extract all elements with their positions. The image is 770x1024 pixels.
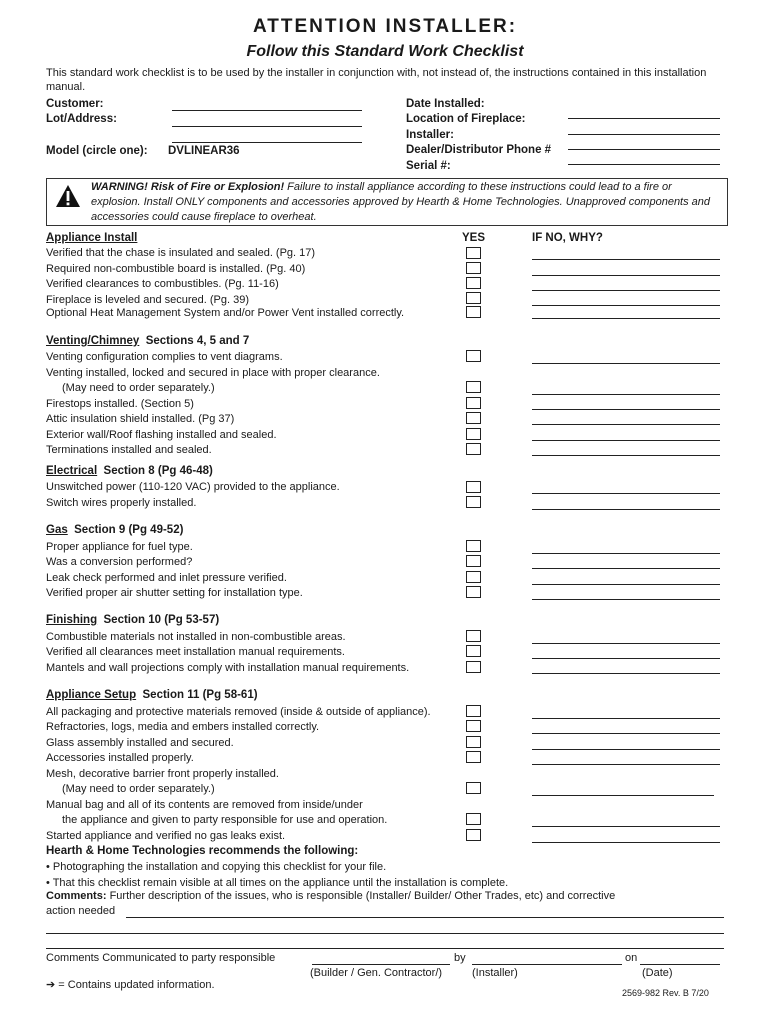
- why-line[interactable]: [532, 290, 720, 291]
- checklist-item: Verified proper air shutter setting for installation type.: [46, 587, 303, 599]
- model-value[interactable]: DVLINEAR36: [168, 145, 240, 157]
- why-line[interactable]: [532, 842, 720, 843]
- yes-checkbox[interactable]: [466, 277, 481, 289]
- checklist-item: All packaging and protective materials removed (inside & outside of appliance).: [46, 706, 431, 718]
- on-label: on: [625, 952, 638, 964]
- yes-checkbox[interactable]: [466, 292, 481, 304]
- serial-label: Serial #:: [406, 160, 451, 172]
- communicated-label: Comments Communicated to party responsible: [46, 952, 276, 964]
- checklist-item: Verified clearances to combustibles. (Pg. 11-16): [46, 278, 279, 290]
- by-label: by: [454, 952, 466, 964]
- date-line[interactable]: [640, 964, 720, 965]
- checklist-item: Manual bag and all of its contents are removed from inside/under: [46, 799, 363, 811]
- checklist-item: Accessories installed properly.: [46, 752, 194, 764]
- why-line[interactable]: [532, 305, 720, 306]
- why-line[interactable]: [532, 673, 720, 674]
- section-finishing-title: Finishing Section 10 (Pg 53-57): [46, 614, 220, 626]
- yes-checkbox[interactable]: [466, 350, 481, 362]
- checklist-item: Combustible materials not installed in non-combustible areas.: [46, 631, 346, 643]
- why-line[interactable]: [532, 795, 714, 796]
- why-line[interactable]: [532, 749, 720, 750]
- installer-line[interactable]: [568, 149, 720, 150]
- date-caption: (Date): [642, 967, 673, 979]
- checklist-item: Mantels and wall projections comply with installation manual requirements.: [46, 662, 410, 674]
- yes-checkbox[interactable]: [466, 829, 481, 841]
- why-line[interactable]: [532, 455, 720, 456]
- checklist-item: Fireplace is leveled and secured. (Pg. 39): [46, 294, 249, 306]
- why-line[interactable]: [532, 409, 720, 410]
- yes-checkbox[interactable]: [466, 736, 481, 748]
- checklist-item: Attic insulation shield installed. (Pg 37): [46, 413, 235, 425]
- party-caption: (Builder / Gen. Contractor/): [310, 967, 443, 979]
- section-venting-title: Venting/Chimney Sections 4, 5 and 7: [46, 335, 250, 347]
- yes-checkbox[interactable]: [466, 381, 481, 393]
- checklist-item: Started appliance and verified no gas leaks exist.: [46, 830, 286, 842]
- checklist-item: Required non-combustible board is installed. (Pg. 40): [46, 263, 306, 275]
- checklist-item: Verified all clearances meet installation manual requirements.: [46, 646, 345, 658]
- yes-checkbox[interactable]: [466, 571, 481, 583]
- warning-triangle-icon: [55, 184, 81, 208]
- updated-arrow-icon: ➔: [46, 979, 56, 991]
- checklist-item: Was a conversion performed?: [46, 556, 193, 568]
- comments-line-2[interactable]: [46, 933, 724, 934]
- yes-checkbox[interactable]: [466, 443, 481, 455]
- yes-checkbox[interactable]: [466, 262, 481, 274]
- page-subtitle: Follow this Standard Work Checklist: [246, 43, 524, 60]
- lot-address-label: Lot/Address:: [46, 113, 117, 125]
- checklist-item: Leak check performed and inlet pressure verified.: [46, 572, 287, 584]
- checklist-item: Mesh, decorative barrier front properly installed.: [46, 768, 279, 780]
- location-label: Location of Fireplace:: [406, 113, 526, 125]
- installer-label: Installer:: [406, 129, 454, 141]
- checklist-item: Venting configuration complies to vent diagrams.: [46, 351, 283, 363]
- why-line[interactable]: [532, 424, 720, 425]
- checklist-item: Firestops installed. (Section 5): [46, 398, 194, 410]
- checklist-item: Venting installed, locked and secured in place with proper clearance.: [46, 367, 380, 379]
- why-line[interactable]: [532, 259, 720, 260]
- yes-checkbox[interactable]: [466, 813, 481, 825]
- yes-checkbox[interactable]: [466, 661, 481, 673]
- why-column-header: IF NO, WHY?: [532, 232, 603, 244]
- lot-address-line-1[interactable]: [172, 126, 362, 127]
- document-number: 2569-982 Rev. B 7/20: [622, 988, 709, 998]
- checklist-item: Terminations installed and sealed.: [46, 444, 212, 456]
- comments-line-3[interactable]: [46, 948, 724, 949]
- party-responsible-line[interactable]: [312, 964, 450, 965]
- why-line[interactable]: [532, 553, 720, 554]
- page-title: ATTENTION INSTALLER:: [252, 16, 518, 37]
- lot-address-line-2[interactable]: [172, 142, 362, 143]
- date-installed-label: Date Installed:: [406, 98, 485, 110]
- yes-checkbox[interactable]: [466, 397, 481, 409]
- yes-checkbox[interactable]: [466, 630, 481, 642]
- recommend-item: • That this checklist remain visible at all times on the appliance until the installation is complete.: [46, 877, 509, 889]
- why-line[interactable]: [532, 733, 720, 734]
- checklist-item: Proper appliance for fuel type.: [46, 541, 193, 553]
- customer-line[interactable]: [172, 110, 362, 111]
- comments-line-1[interactable]: [126, 917, 724, 918]
- yes-checkbox[interactable]: [466, 782, 481, 794]
- installer-name-line[interactable]: [472, 964, 622, 965]
- yes-checkbox[interactable]: [466, 540, 481, 552]
- yes-checkbox[interactable]: [466, 412, 481, 424]
- location-line[interactable]: [568, 134, 720, 135]
- intro-text: This standard work checklist is to be used by the installer in conjunction with, not instead of, the instructions contained in this installation manual.: [46, 67, 707, 93]
- yes-checkbox[interactable]: [466, 496, 481, 508]
- checklist-item: Optional Heat Management System and/or Power Vent installed correctly.: [46, 307, 405, 319]
- warning-text: [91, 180, 723, 225]
- warning-bold: WARNING! Risk of Fire or Explosion!: [91, 181, 285, 193]
- installer-caption: (Installer): [472, 967, 518, 979]
- yes-checkbox[interactable]: [466, 247, 481, 259]
- why-line[interactable]: [532, 643, 720, 644]
- why-line[interactable]: [532, 658, 720, 659]
- checklist-item: (May need to order separately.): [62, 382, 215, 394]
- why-line[interactable]: [532, 568, 720, 569]
- legend: ➔ = Contains updated information.: [46, 979, 215, 991]
- yes-checkbox[interactable]: [466, 306, 481, 318]
- yes-checkbox[interactable]: [466, 586, 481, 598]
- yes-checkbox[interactable]: [466, 428, 481, 440]
- comments-text: Comments: Further description of the issues, who is responsible (Installer/ Builder/ Other Trades, etc) and corrective: [46, 890, 616, 902]
- checklist-item: Glass assembly installed and secured.: [46, 737, 234, 749]
- customer-label: Customer:: [46, 98, 104, 110]
- why-line[interactable]: [532, 584, 720, 585]
- dealer-phone-label: Dealer/Distributor Phone #: [406, 144, 552, 156]
- recommend-title: Hearth & Home Technologies recommends the following:: [46, 845, 359, 857]
- checklist-item: Refractories, logs, media and embers installed correctly.: [46, 721, 320, 733]
- why-line[interactable]: [532, 509, 720, 510]
- model-label: Model (circle one):: [46, 145, 148, 157]
- section-electrical-title: Electrical Section 8 (Pg 46-48): [46, 465, 213, 477]
- why-line[interactable]: [532, 826, 720, 827]
- yes-checkbox[interactable]: [466, 751, 481, 763]
- section-gas-title: Gas Section 9 (Pg 49-52): [46, 524, 184, 536]
- warning-body: Failure to install appliance according to these instructions could lead to a fire or explosion. Install ONLY components and accessories approved by Hearth & Home Technologies. Unapproved components and accessories could cause fireplace to overheat.: [91, 181, 711, 223]
- section-appliance-install-title: Appliance Install: [46, 232, 138, 244]
- why-line[interactable]: [532, 394, 720, 395]
- checklist-item: Verified that the chase is insulated and sealed. (Pg. 17): [46, 247, 316, 259]
- yes-checkbox[interactable]: [466, 720, 481, 732]
- yes-checkbox[interactable]: [466, 481, 481, 493]
- why-line[interactable]: [532, 599, 720, 600]
- section-appliance-setup-title: Appliance Setup Section 11 (Pg 58-61): [46, 689, 258, 701]
- checklist-item: Unswitched power (110-120 VAC) provided to the appliance.: [46, 481, 340, 493]
- why-line[interactable]: [532, 764, 720, 765]
- why-line[interactable]: [532, 318, 720, 319]
- why-line[interactable]: [532, 440, 720, 441]
- action-needed-label: action needed: [46, 905, 116, 917]
- dealer-phone-line[interactable]: [568, 164, 720, 165]
- yes-checkbox[interactable]: [466, 705, 481, 717]
- why-line[interactable]: [532, 493, 720, 494]
- checklist-item: Exterior wall/Roof flashing installed and sealed.: [46, 429, 277, 441]
- yes-column-header: YES: [462, 232, 486, 244]
- why-line[interactable]: [532, 275, 720, 276]
- why-line[interactable]: [532, 363, 720, 364]
- recommend-item: • Photographing the installation and copying this checklist for your file.: [46, 861, 387, 873]
- date-installed-line[interactable]: [568, 118, 720, 119]
- warning-box: [46, 178, 728, 226]
- checklist-item: (May need to order separately.): [62, 783, 215, 795]
- checklist-item: Switch wires properly installed.: [46, 497, 197, 509]
- why-line[interactable]: [532, 718, 720, 719]
- yes-checkbox[interactable]: [466, 555, 481, 567]
- checklist-item: the appliance and given to party responsible for use and operation.: [62, 814, 388, 826]
- yes-checkbox[interactable]: [466, 645, 481, 657]
